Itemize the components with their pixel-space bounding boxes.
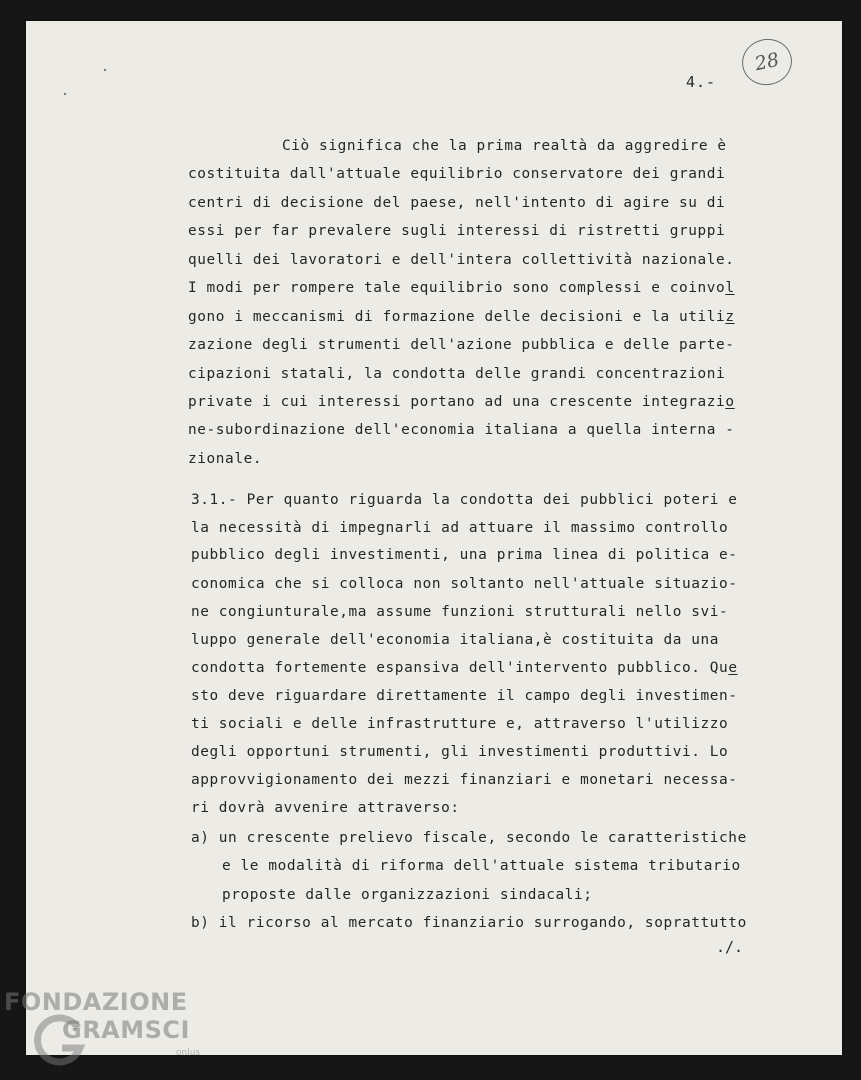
archive-number-stamp — [738, 34, 796, 89]
text-line — [188, 451, 262, 467]
paper-speck — [64, 93, 66, 95]
text-line — [282, 138, 727, 154]
fondazione-gramsci-watermark — [4, 986, 219, 1076]
paper-speck — [104, 69, 106, 71]
text-line — [188, 309, 735, 325]
text-line — [222, 858, 741, 874]
text-line — [191, 830, 747, 846]
text-line — [188, 252, 735, 268]
text-line — [188, 195, 725, 211]
underlined-letter: e — [728, 660, 738, 676]
page-number: 4.- — [686, 73, 717, 91]
text-segment: a) un crescente prelievo fiscale, secondo le caratteristiche — [191, 830, 747, 846]
text-segment: costituita dall'attuale equilibrio conservatore dei grandi — [188, 166, 726, 182]
text-line — [191, 744, 728, 760]
text-segment: luppo generale dell'economia italiana,è costituita da una — [191, 632, 720, 648]
text-segment: e le modalità di riforma dell'attuale sistema tributario — [222, 858, 741, 874]
text-line — [188, 223, 725, 239]
text-line — [191, 520, 728, 536]
text-line — [188, 166, 725, 182]
text-line — [222, 887, 593, 903]
text-line — [191, 800, 460, 816]
text-segment: 3.1.- Per quanto riguarda la condotta dei pubblici poteri e — [191, 492, 738, 508]
underlined-letter: z — [725, 309, 735, 325]
text-segment: conomica che si colloca non soltanto nell'attuale situazio- — [191, 576, 738, 592]
text-line — [191, 660, 738, 676]
text-segment: ne-subordinazione dell'economia italiana a quella interna - — [188, 422, 735, 438]
text-line — [191, 604, 728, 620]
text-segment: pubblico degli investimenti, una prima linea di politica e- — [191, 547, 738, 563]
text-segment: centri di decisione del paese, nell'intento di agire su di — [188, 195, 726, 211]
text-segment: degli opportuni strumenti, gli investimenti produttivi. Lo — [191, 744, 729, 760]
text-line — [191, 547, 738, 563]
text-line — [188, 366, 725, 382]
text-segment: zazione degli strumenti dell'azione pubblica e delle parte- — [188, 337, 735, 353]
text-segment: approvvigionamento dei mezzi finanziari e monetari necessa- — [191, 772, 738, 788]
text-line — [191, 632, 719, 648]
text-segment: condotta fortemente espansiva dell'intervento pubblico. Qu — [191, 660, 729, 676]
text-segment: essi per far prevalere sugli interessi di ristretti gruppi — [188, 223, 726, 239]
text-line — [188, 422, 735, 438]
underlined-letter: o — [725, 394, 735, 410]
watermark-line-2: GRAMSCI — [62, 1016, 190, 1044]
document-page — [26, 21, 842, 1055]
text-line — [188, 280, 735, 296]
continuation-mark: ./. — [716, 938, 744, 956]
underlined-letter: l — [725, 280, 735, 296]
text-line — [191, 492, 738, 508]
text-segment: cipazioni statali, la condotta delle grandi concentrazioni — [188, 366, 726, 382]
text-segment: private i cui interessi portano ad una crescente integrazi — [188, 394, 726, 410]
text-segment: proposte dalle organizzazioni sindacali; — [222, 887, 593, 903]
text-line — [191, 688, 738, 704]
text-segment: ti sociali e delle infrastrutture e, attraverso l'utilizzo — [191, 716, 729, 732]
text-segment: gono i meccanismi di formazione delle decisioni e la utili — [188, 309, 726, 325]
text-segment: ri dovrà avvenire attraverso: — [191, 800, 460, 816]
text-segment: quelli dei lavoratori e dell'intera collettività nazionale. — [188, 252, 735, 268]
text-segment: ne congiunturale,ma assume funzioni strutturali nello svi- — [191, 604, 729, 620]
text-line — [188, 394, 735, 410]
text-line — [191, 716, 728, 732]
text-segment: I modi per rompere tale equilibrio sono complessi e coinvo — [188, 280, 726, 296]
text-segment: sto deve riguardare direttamente il campo degli investimen- — [191, 688, 738, 704]
watermark-line-3: onlus — [176, 1048, 201, 1058]
text-segment: la necessità di impegnarli ad attuare il massimo controllo — [191, 520, 729, 536]
text-segment: zionale. — [188, 451, 263, 467]
text-line — [191, 576, 738, 592]
text-line — [188, 337, 735, 353]
text-line — [191, 772, 738, 788]
archive-number: 28 — [752, 48, 782, 76]
text-segment: Ciò significa che la prima realtà da aggredire è — [282, 138, 727, 154]
text-segment: b) il ricorso al mercato finanziario surrogando, soprattutto — [191, 915, 747, 931]
watermark-line-1: FONDAZIONE — [4, 988, 188, 1016]
text-line — [191, 915, 747, 931]
